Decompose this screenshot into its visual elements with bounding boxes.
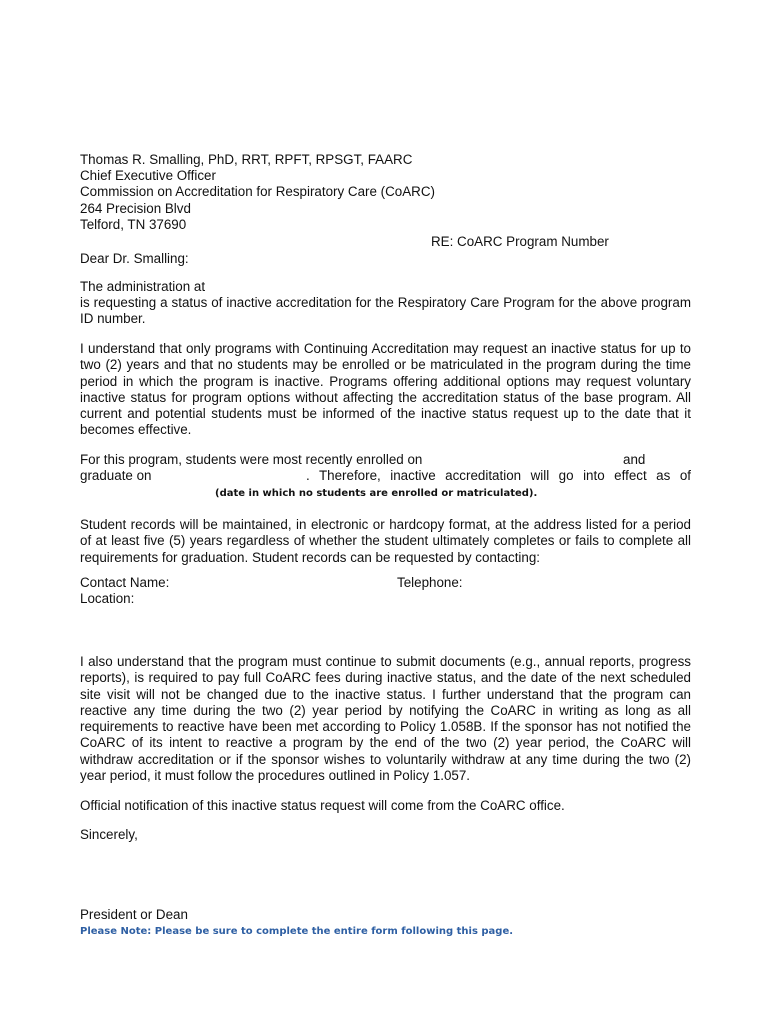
re-line: RE: CoARC Program Number [431,234,609,249]
p3-line2-a: graduate on [80,468,152,483]
recipient-org: Commission on Accreditation for Respiratory Care (CoARC) [80,184,435,199]
recipient-address-1: 264 Precision Blvd [80,201,191,216]
p1-line1: The administration at [80,279,206,294]
closing: Sincerely, [80,827,138,842]
p5-body: I also understand that the program must continue to submit documents (e.g., annual reports, progress reports), is required to pay full CoARC fees during inactive status, and the date of the next scheduled site visit will not be changed due to the inactive status. I further understand that the program can reactive any time during the two (2) year period by notifying the CoARC in writing as long as all requirements to reactive have been met according to Policy 1.058B. If the sponsor has not notified the CoARC of its intent to reactive a program by the end of the two (2) year period, the CoARC will withdraw accreditation or if the sponsor wishes to voluntarily withdraw at any time during the two (2) year period, it must follow the procedures outlined in Policy 1.057. [80,654,691,784]
recipient-title: Chief Executive Officer [80,168,216,183]
salutation: Dear Dr. Smalling: [80,251,189,266]
recipient-name: Thomas R. Smalling, PhD, RRT, RPFT, RPSGT, FAARC [80,152,413,167]
p3-line1-a: For this program, students were most recently enrolled on [80,452,423,467]
p6-body: Official notification of this inactive status request will come from the CoARC office. [80,798,565,813]
contact-name-label: Contact Name: [80,575,170,590]
p1-body: is requesting a status of inactive accreditation for the Respiratory Care Program for the above program ID number. [80,295,691,327]
recipient-address-2: Telford, TN 37690 [80,217,187,232]
effective-date-note: (date in which no students are enrolled or matriculated). [215,488,538,499]
p3-line2-b: . Therefore, inactive accreditation will go into effect as of [306,468,691,483]
p3-line1-b: and [623,452,646,467]
location-label: Location: [80,591,135,606]
footer-note: Please Note: Please be sure to complete the entire form following this page. [80,926,514,937]
p4-body: Student records will be maintained, in electronic or hardcopy format, at the address listed for a period of at least five (5) years regardless of whether the student ultimately completes or fails to complete all requirements for graduation. Student records can be requested by contacting: [80,517,691,565]
signature-title: President or Dean [80,907,188,922]
telephone-label: Telephone: [397,575,463,590]
p2-body: I understand that only programs with Continuing Accreditation may request an inactive status for up to two (2) years and that no students may be enrolled or be matriculated in the program during the time period in which the program is inactive. Programs offering additional options may request voluntary inactive status for program options without affecting the accreditation status of the base program. All current and potential students must be informed of the inactive status request up to the date that it becomes effective. [80,341,691,438]
